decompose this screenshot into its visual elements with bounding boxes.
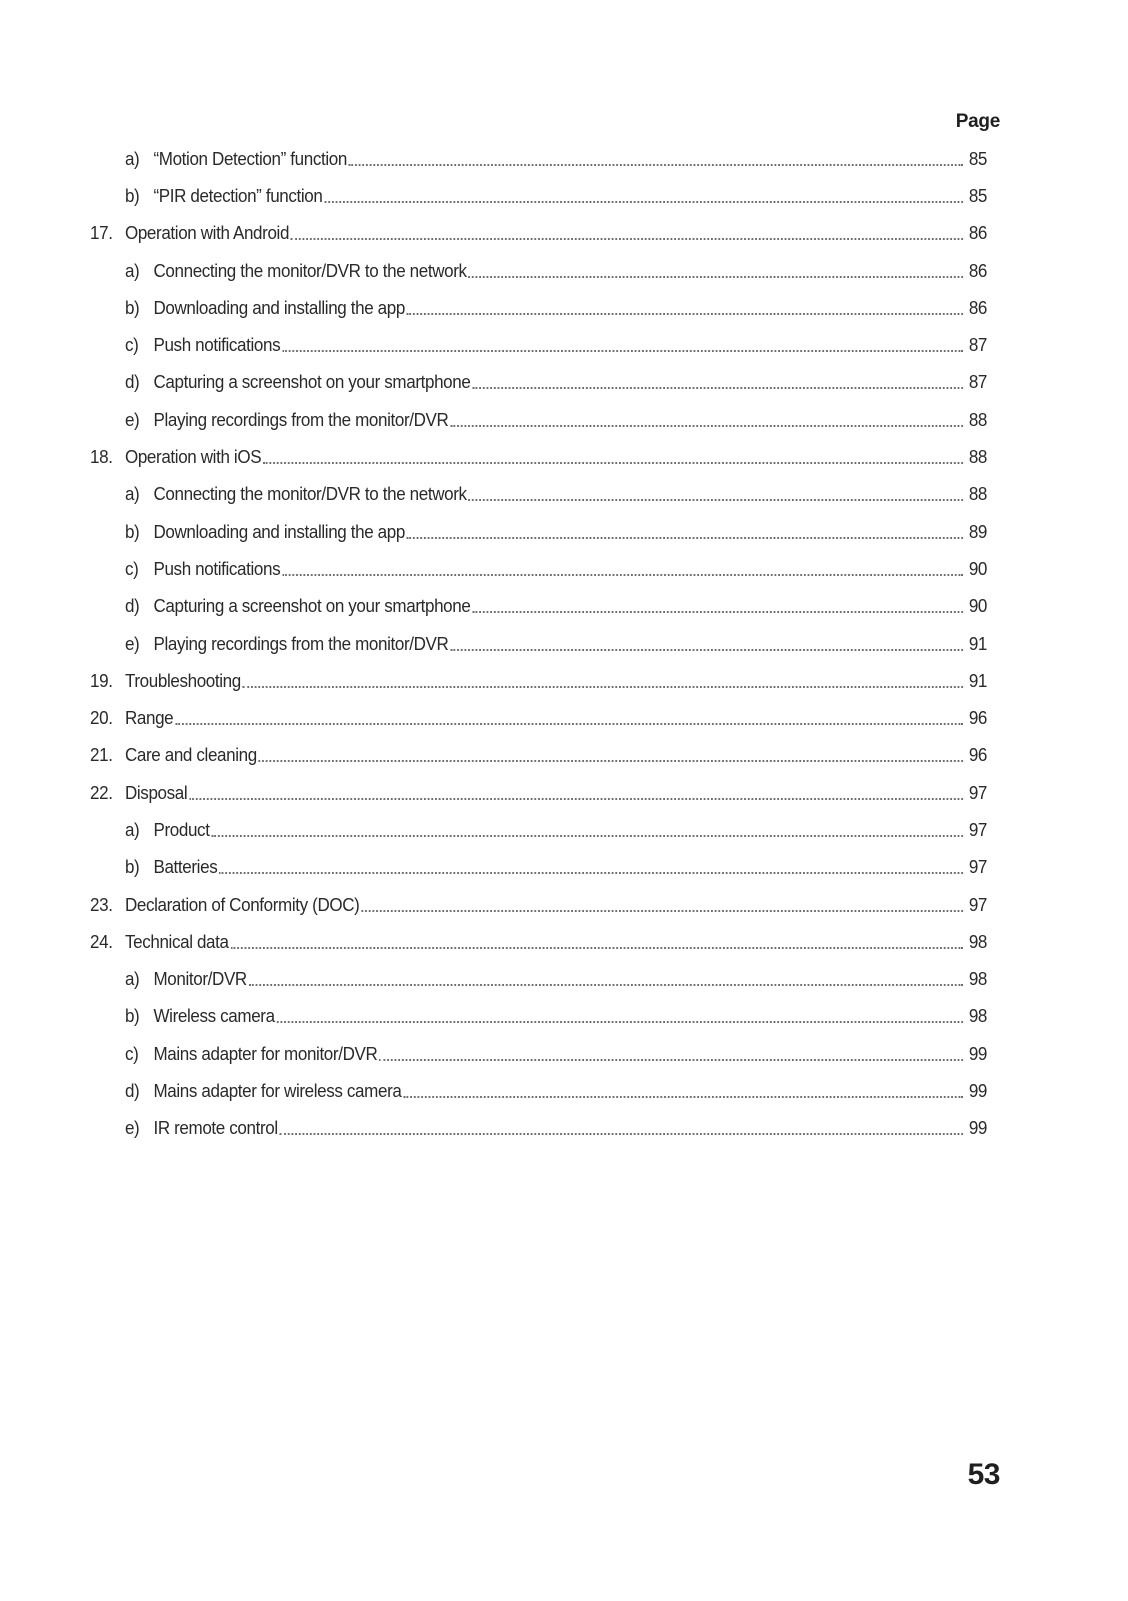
dot-leader [282, 556, 963, 576]
toc-page-reference: 91 [968, 632, 988, 654]
toc-subsection-entry[interactable] [90, 1035, 987, 1072]
toc-page-reference: 90 [968, 557, 988, 579]
toc-subsection-entry[interactable] [90, 849, 987, 886]
toc-page-reference: 99 [968, 1042, 988, 1064]
dot-leader [249, 966, 963, 986]
subsection-letter: e) [124, 408, 140, 430]
page-column-heading: Page [955, 111, 1000, 132]
toc-entry-title: Care and cleaning [124, 744, 257, 766]
dot-leader [407, 295, 963, 315]
toc-entry-title: IR remote control [153, 1117, 278, 1139]
chapter-number: 21. [90, 744, 113, 766]
subsection-letter: b) [124, 184, 140, 206]
dot-leader [211, 817, 963, 837]
toc-entry-title: Operation with iOS [124, 446, 262, 468]
toc-chapter-entry[interactable] [90, 923, 987, 960]
toc-entry-title: Troubleshooting [124, 669, 241, 691]
toc-entry-title: Operation with Android [124, 222, 290, 244]
toc-entry-title: Product [153, 818, 210, 840]
subsection-letter: d) [124, 371, 140, 393]
toc-subsection-entry[interactable] [90, 588, 987, 625]
toc-entry-title: “PIR detection” function [153, 184, 323, 206]
toc-page-reference: 96 [968, 707, 988, 729]
dot-leader [349, 146, 963, 166]
dot-leader [379, 1041, 963, 1061]
toc-subsection-entry[interactable] [90, 998, 987, 1035]
toc-subsection-entry[interactable] [90, 550, 987, 587]
chapter-number: 17. [90, 222, 113, 244]
chapter-number: 23. [90, 893, 113, 915]
toc-page-reference: 88 [968, 446, 988, 468]
toc-chapter-entry[interactable] [90, 774, 987, 811]
toc-subsection-entry[interactable] [90, 811, 987, 848]
toc-chapter-entry[interactable] [90, 699, 987, 736]
dot-leader [450, 407, 963, 427]
subsection-letter: a) [124, 968, 140, 990]
chapter-number: 24. [90, 930, 113, 952]
dot-leader [259, 742, 963, 762]
chapter-number: 20. [90, 707, 113, 729]
toc-subsection-entry[interactable] [90, 364, 987, 401]
toc-page-reference: 87 [968, 334, 988, 356]
toc-chapter-entry[interactable] [90, 215, 987, 252]
toc-page-reference: 97 [968, 818, 988, 840]
subsection-letter: b) [124, 520, 140, 542]
dot-leader [277, 1003, 964, 1023]
toc-entry-title: Disposal [124, 781, 188, 803]
dot-leader [243, 668, 963, 688]
subsection-letter: b) [124, 856, 140, 878]
toc-subsection-entry[interactable] [90, 625, 987, 662]
toc-page-reference: 86 [968, 222, 988, 244]
dot-leader [469, 481, 964, 501]
page-number: 53 [967, 1458, 1000, 1491]
chapter-number: 18. [90, 446, 113, 468]
toc-page-reference: 99 [968, 1080, 988, 1102]
toc-entry-title: Downloading and installing the app [153, 520, 405, 542]
toc-page-reference: 98 [968, 930, 988, 952]
toc-subsection-entry[interactable] [90, 252, 987, 289]
toc-subsection-entry[interactable] [90, 1072, 987, 1109]
dot-leader [361, 892, 963, 912]
toc-page-reference: 97 [968, 893, 988, 915]
dot-leader [230, 929, 963, 949]
toc-entry-title: “Motion Detection” function [153, 147, 347, 169]
toc-entry-title: Playing recordings from the monitor/DVR [153, 408, 449, 430]
toc-entry-title: Technical data [124, 930, 229, 952]
toc-subsection-entry[interactable] [90, 476, 987, 513]
toc-entry-title: Downloading and installing the app [153, 296, 405, 318]
dot-leader [175, 705, 963, 725]
toc-entry-title: Capturing a screenshot on your smartphone [153, 371, 471, 393]
subsection-letter: b) [124, 1005, 140, 1027]
dot-leader [219, 854, 963, 874]
dot-leader [407, 519, 963, 539]
toc-entry-title: Declaration of Conformity (DOC) [124, 893, 360, 915]
subsection-letter: d) [124, 595, 140, 617]
dot-leader [263, 444, 963, 464]
toc-subsection-entry[interactable] [90, 513, 987, 550]
toc-entry-title: Push notifications [153, 334, 281, 356]
toc-page-reference: 97 [968, 781, 988, 803]
dot-leader [472, 593, 963, 613]
subsection-letter: c) [124, 1042, 139, 1064]
subsection-letter: a) [124, 259, 140, 281]
dot-leader [189, 780, 963, 800]
dot-leader [403, 1078, 963, 1098]
toc-page-reference: 85 [968, 147, 988, 169]
toc-entry-title: Playing recordings from the monitor/DVR [153, 632, 449, 654]
chapter-number: 19. [90, 669, 113, 691]
toc-page-reference: 90 [968, 595, 988, 617]
subsection-letter: c) [124, 334, 139, 356]
dot-leader [450, 631, 963, 651]
toc-chapter-entry[interactable] [90, 438, 987, 475]
toc-chapter-entry[interactable] [90, 737, 987, 774]
subsection-letter: a) [124, 147, 140, 169]
chapter-number: 22. [90, 781, 113, 803]
toc-entry-title: Wireless camera [153, 1005, 275, 1027]
toc-page-reference: 96 [968, 744, 988, 766]
toc-page-reference: 89 [968, 520, 988, 542]
toc-entry-title: Connecting the monitor/DVR to the network [153, 483, 467, 505]
subsection-letter: a) [124, 818, 140, 840]
toc-subsection-entry[interactable] [90, 326, 987, 363]
toc-page-reference: 86 [968, 259, 988, 281]
toc-page-reference: 98 [968, 968, 988, 990]
toc-subsection-entry[interactable] [90, 177, 987, 214]
dot-leader [324, 183, 963, 203]
toc-page-reference: 98 [968, 1005, 988, 1027]
dot-leader [472, 369, 963, 389]
toc-entry-title: Capturing a screenshot on your smartphone [153, 595, 471, 617]
toc-subsection-entry[interactable] [90, 289, 987, 326]
toc-page-reference: 99 [968, 1117, 988, 1139]
toc-entry-title: Monitor/DVR [153, 968, 247, 990]
toc-entry-title: Range [124, 707, 174, 729]
toc-entry-title: Mains adapter for wireless camera [153, 1080, 402, 1102]
toc-subsection-entry[interactable] [90, 140, 987, 177]
toc-entry-title: Connecting the monitor/DVR to the network [153, 259, 467, 281]
toc-page-reference: 97 [968, 856, 988, 878]
toc-chapter-entry[interactable] [90, 886, 987, 923]
toc-subsection-entry[interactable] [90, 961, 987, 998]
toc-page-reference: 88 [968, 483, 988, 505]
subsection-letter: a) [124, 483, 140, 505]
subsection-letter: e) [124, 1117, 140, 1139]
subsection-letter: b) [124, 296, 140, 318]
toc-entry-title: Batteries [153, 856, 218, 878]
toc-entry-title: Mains adapter for monitor/DVR [153, 1042, 378, 1064]
toc-page-reference: 86 [968, 296, 988, 318]
subsection-letter: c) [124, 557, 139, 579]
toc-entry-title: Push notifications [153, 557, 281, 579]
dot-leader [282, 332, 963, 352]
dot-leader [291, 220, 963, 240]
subsection-letter: d) [124, 1080, 140, 1102]
toc-subsection-entry[interactable] [90, 401, 987, 438]
toc-page-reference: 88 [968, 408, 988, 430]
toc-page-reference: 85 [968, 184, 988, 206]
toc-subsection-entry[interactable] [90, 1110, 987, 1147]
toc-page-reference: 87 [968, 371, 988, 393]
dot-leader [280, 1115, 964, 1135]
toc-chapter-entry[interactable] [90, 662, 987, 699]
table-of-contents [90, 140, 987, 1147]
dot-leader [469, 258, 964, 278]
subsection-letter: e) [124, 632, 140, 654]
toc-page-reference: 91 [968, 669, 988, 691]
